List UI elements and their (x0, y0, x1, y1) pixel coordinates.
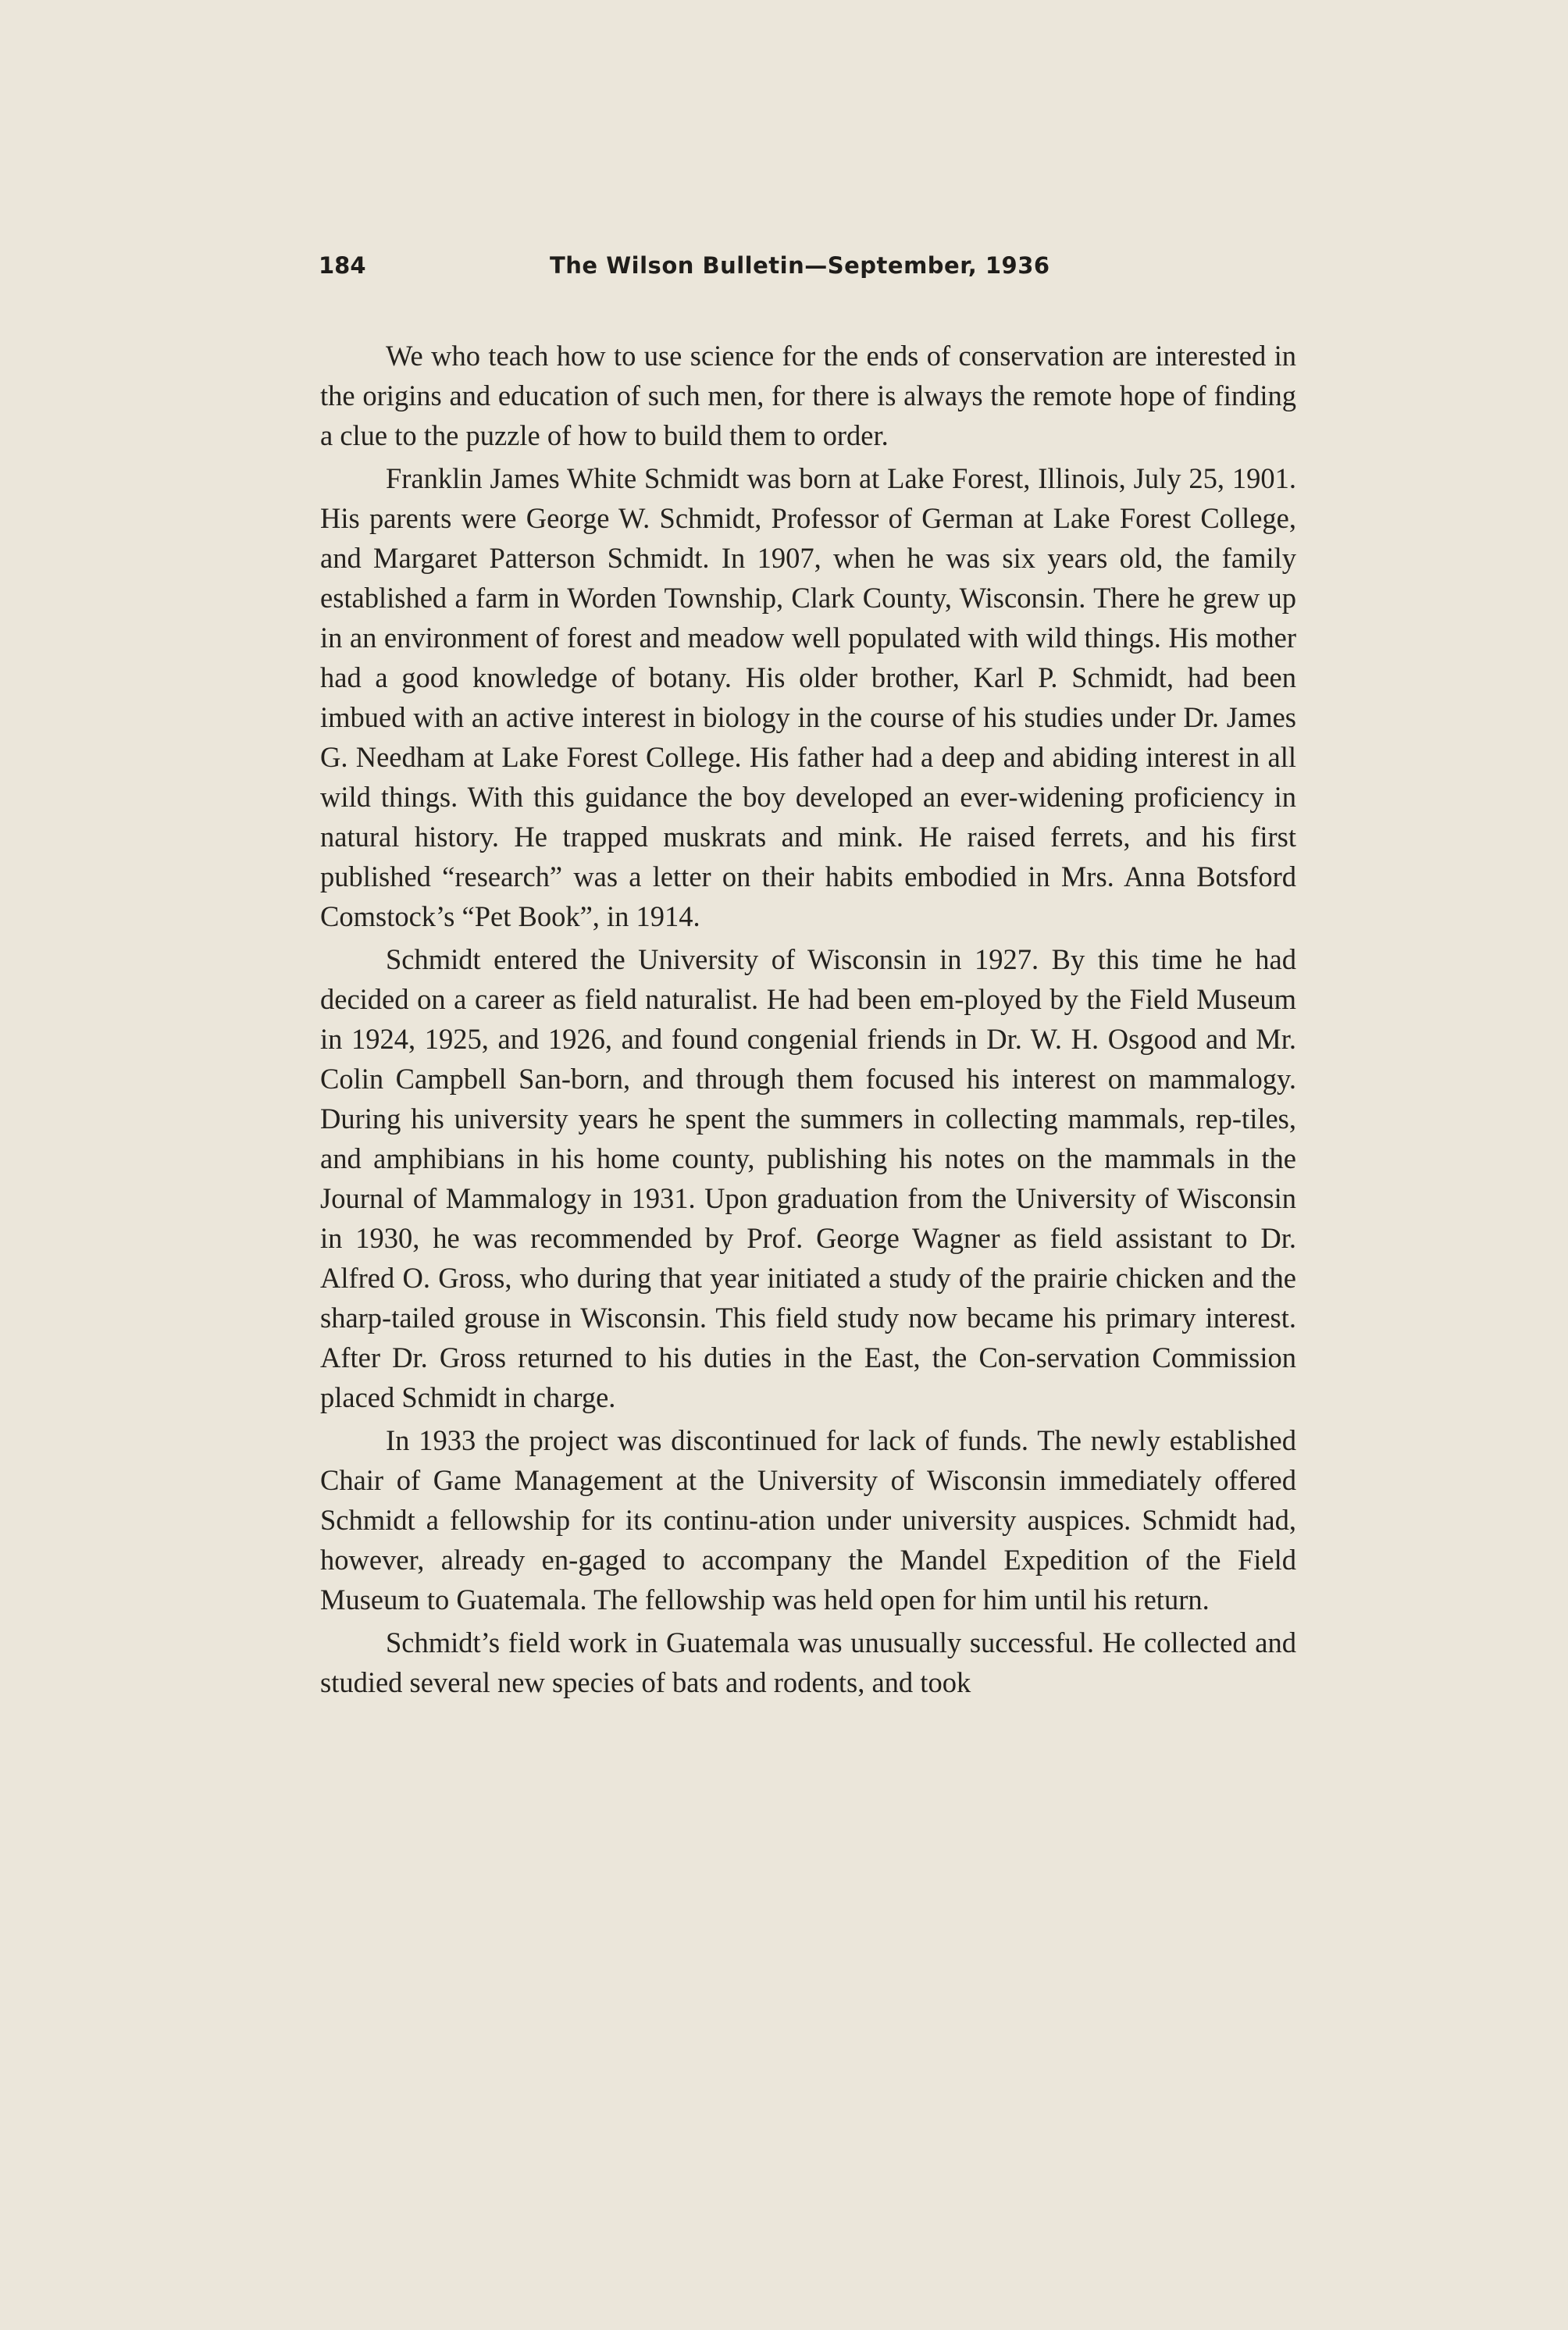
paragraph-4: In 1933 the project was discontinued for lack of funds. The newly established Chair of Game Management at the University of Wisconsin immediately offered Schmidt a fellowship for its continu-ation under university auspices. Schmidt had, however, already en-gaged to accompany the Mandel Expedition of the Field Museum to Guatemala. The fellowship was held open for him until his return. (320, 1424, 1296, 1616)
paragraph-3: Schmidt entered the University of Wisconsin in 1927. By this time he had decided on a career as field naturalist. He had been em-ployed by the Field Museum in 1924, 1925, and 1926, and found congenial friends in Dr. W. H. Osgood and Mr. Colin Campbell San-born, and through them focused his interest on mammalogy. During his university years he spent the summers in collecting mammals, rep-tiles, and amphibians in his home county, publishing his notes on the mammals in the Journal of Mammalogy in 1931. Upon graduation from the University of Wisconsin in 1930, he was recommended by Prof. George Wagner as field assistant to Dr. Alfred O. Gross, who during that year initiated a study of the prairie chicken and the sharp-tailed grouse in Wisconsin. This field study now became his primary interest. After Dr. Gross returned to his duties in the East, the Con-servation Commission placed Schmidt in charge. (320, 943, 1296, 1413)
running-head (319, 252, 1303, 287)
page-number: 184 (319, 252, 366, 279)
body-text (320, 336, 1296, 1705)
paragraph-2: Franklin James White Schmidt was born at Lake Forest, Illinois, July 25, 1901. His parents were George W. Schmidt, Professor of German at Lake Forest College, and Margaret Patterson Schmidt. In 1907, when he was six years old, the family established a farm in Worden Township, Clark County, Wisconsin. There he grew up in an environment of forest and meadow well populated with wild things. His mother had a good knowledge of botany. His older brother, Karl P. Schmidt, had been imbued with an active interest in biology in the course of his studies under Dr. James G. Needham at Lake Forest College. His father had a deep and abiding interest in all wild things. With this guidance the boy developed an ever-widening proficiency in natural history. He trapped muskrats and mink. He raised ferrets, and his first published “research” was a letter on their habits embodied in Mrs. Anna Botsford Comstock’s “Pet Book”, in 1914. (320, 462, 1296, 932)
paragraph-5: Schmidt’s field work in Guatemala was unusually successful. He collected and studied several new species of bats and rodents, and took (320, 1626, 1296, 1698)
journal-title-line: The Wilson Bulletin—September, 1936 (550, 252, 1050, 279)
paragraph-1: We who teach how to use science for the ends of conservation are interested in the origins and education of such men, for there is always the remote hope of finding a clue to the puzzle of how to build them to order. (320, 340, 1296, 451)
